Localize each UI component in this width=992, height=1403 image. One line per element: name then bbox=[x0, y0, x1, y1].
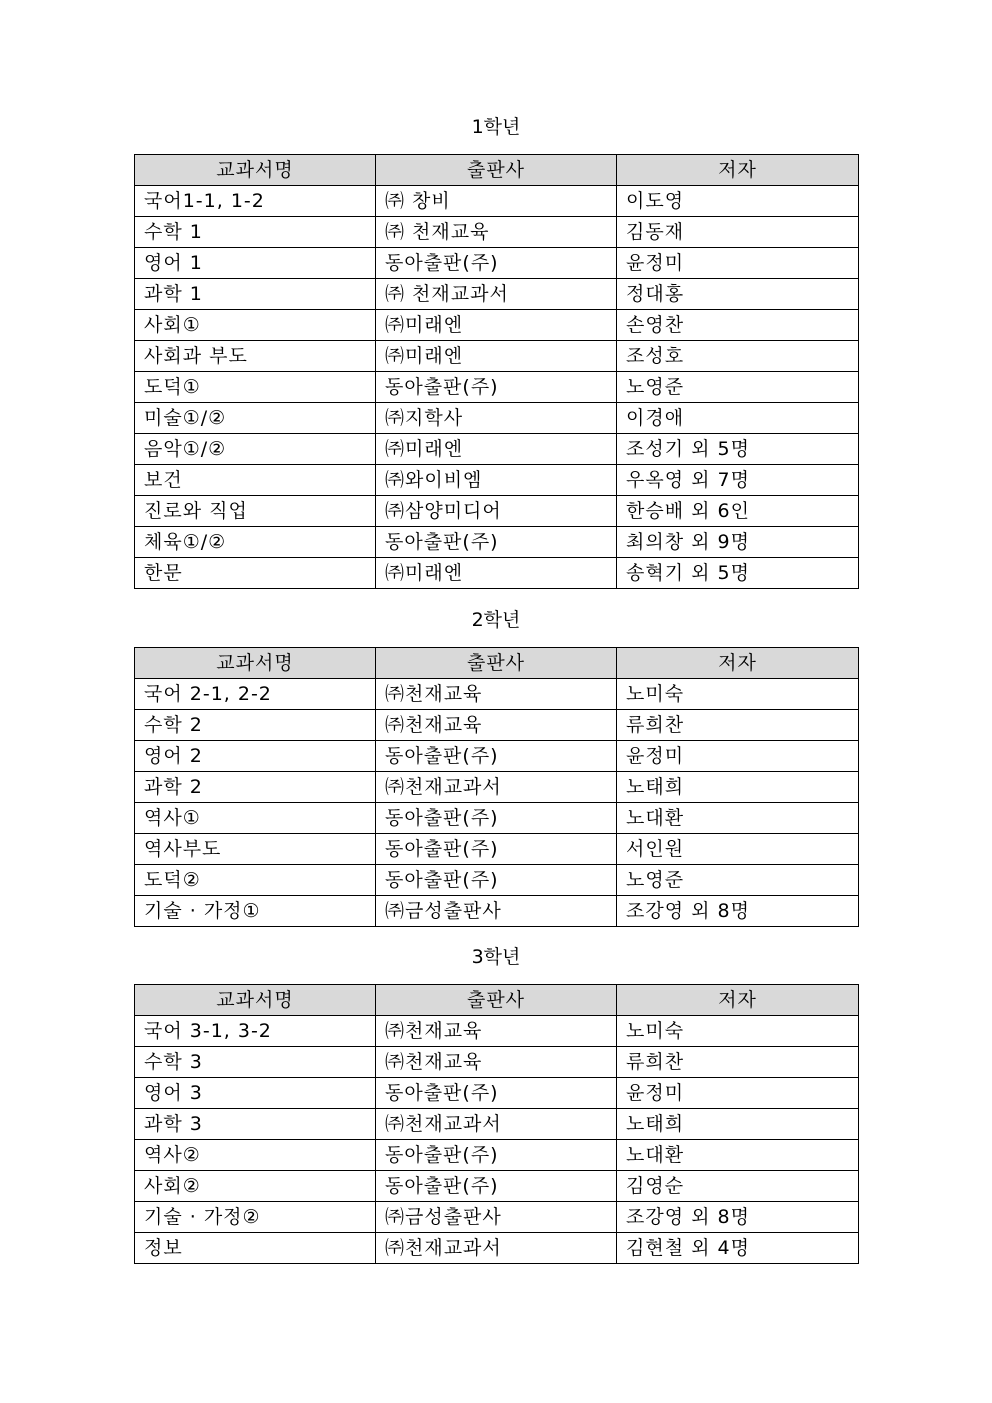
table-row bbox=[135, 741, 859, 772]
textbook-title-cell: 보건 bbox=[135, 465, 376, 496]
textbook-title-cell: 한문 bbox=[135, 558, 376, 589]
author-cell: 서인원 bbox=[617, 834, 859, 865]
textbook-title-cell: 영어 2 bbox=[135, 741, 376, 772]
publisher-cell: ㈜미래엔 bbox=[376, 341, 617, 372]
publisher-cell: ㈜미래엔 bbox=[376, 434, 617, 465]
textbook-title-cell: 역사부도 bbox=[135, 834, 376, 865]
textbook-title-cell: 역사① bbox=[135, 803, 376, 834]
textbook-title-cell: 수학 1 bbox=[135, 217, 376, 248]
author-cell: 조강영 외 8명 bbox=[617, 1202, 859, 1233]
table-row bbox=[135, 1016, 859, 1047]
author-cell: 조강영 외 8명 bbox=[617, 896, 859, 927]
textbook-title-cell: 수학 3 bbox=[135, 1047, 376, 1078]
grade-3-heading: 3학년 bbox=[471, 946, 521, 968]
table-row bbox=[135, 896, 859, 927]
publisher-cell: 동아출판(주) bbox=[376, 865, 617, 896]
author-cell: 우옥영 외 7명 bbox=[617, 465, 859, 496]
table-header-row bbox=[135, 155, 859, 186]
table-row bbox=[135, 248, 859, 279]
textbook-title-cell: 과학 1 bbox=[135, 279, 376, 310]
grade-1-table bbox=[134, 154, 859, 589]
author-cell: 류희찬 bbox=[617, 1047, 859, 1078]
table-header-row bbox=[135, 648, 859, 679]
publisher-cell: ㈜천재교육 bbox=[376, 1016, 617, 1047]
header-author: 저자 bbox=[617, 155, 859, 186]
author-cell: 한승배 외 6인 bbox=[617, 496, 859, 527]
textbook-title-cell: 사회과 부도 bbox=[135, 341, 376, 372]
textbook-title-cell: 도덕② bbox=[135, 865, 376, 896]
author-cell: 윤정미 bbox=[617, 248, 859, 279]
textbook-title-cell: 체육①/② bbox=[135, 527, 376, 558]
author-cell: 손영찬 bbox=[617, 310, 859, 341]
header-title: 교과서명 bbox=[135, 985, 376, 1016]
author-cell: 조성호 bbox=[617, 341, 859, 372]
textbook-title-cell: 미술①/② bbox=[135, 403, 376, 434]
author-cell: 윤정미 bbox=[617, 1078, 859, 1109]
author-cell: 노대환 bbox=[617, 1140, 859, 1171]
table-row bbox=[135, 372, 859, 403]
author-cell: 이경애 bbox=[617, 403, 859, 434]
author-cell: 노미숙 bbox=[617, 1016, 859, 1047]
author-cell: 최의창 외 9명 bbox=[617, 527, 859, 558]
grade-1-rows bbox=[135, 186, 859, 589]
table-row bbox=[135, 434, 859, 465]
author-cell: 김현철 외 4명 bbox=[617, 1233, 859, 1264]
publisher-cell: ㈜ 천재교과서 bbox=[376, 279, 617, 310]
table-row bbox=[135, 1109, 859, 1140]
textbook-title-cell: 과학 2 bbox=[135, 772, 376, 803]
table-row bbox=[135, 1047, 859, 1078]
textbook-title-cell: 역사② bbox=[135, 1140, 376, 1171]
table-row bbox=[135, 834, 859, 865]
textbook-title-cell: 사회② bbox=[135, 1171, 376, 1202]
publisher-cell: 동아출판(주) bbox=[376, 372, 617, 403]
publisher-cell: ㈜천재교육 bbox=[376, 1047, 617, 1078]
textbook-title-cell: 도덕① bbox=[135, 372, 376, 403]
publisher-cell: 동아출판(주) bbox=[376, 741, 617, 772]
publisher-cell: ㈜천재교육 bbox=[376, 710, 617, 741]
textbook-title-cell: 영어 1 bbox=[135, 248, 376, 279]
publisher-cell: 동아출판(주) bbox=[376, 1171, 617, 1202]
grade-1-heading: 1학년 bbox=[471, 116, 521, 138]
publisher-cell: 동아출판(주) bbox=[376, 834, 617, 865]
grade-2-section bbox=[134, 605, 858, 927]
author-cell: 류희찬 bbox=[617, 710, 859, 741]
publisher-cell: ㈜삼양미디어 bbox=[376, 496, 617, 527]
publisher-cell: ㈜금성출판사 bbox=[376, 1202, 617, 1233]
textbook-title-cell: 진로와 직업 bbox=[135, 496, 376, 527]
textbook-title-cell: 영어 3 bbox=[135, 1078, 376, 1109]
table-row bbox=[135, 1233, 859, 1264]
table-row bbox=[135, 1202, 859, 1233]
author-cell: 이도영 bbox=[617, 186, 859, 217]
table-row bbox=[135, 217, 859, 248]
textbook-title-cell: 국어1-1, 1-2 bbox=[135, 186, 376, 217]
textbook-title-cell: 사회① bbox=[135, 310, 376, 341]
publisher-cell: ㈜천재교육 bbox=[376, 679, 617, 710]
author-cell: 노영준 bbox=[617, 865, 859, 896]
header-title: 교과서명 bbox=[135, 648, 376, 679]
publisher-cell: 동아출판(주) bbox=[376, 527, 617, 558]
author-cell: 정대홍 bbox=[617, 279, 859, 310]
publisher-cell: ㈜미래엔 bbox=[376, 558, 617, 589]
textbook-title-cell: 국어 3-1, 3-2 bbox=[135, 1016, 376, 1047]
table-row bbox=[135, 865, 859, 896]
header-author: 저자 bbox=[617, 648, 859, 679]
textbook-title-cell: 기술 · 가정② bbox=[135, 1202, 376, 1233]
header-author: 저자 bbox=[617, 985, 859, 1016]
author-cell: 노미숙 bbox=[617, 679, 859, 710]
table-row bbox=[135, 527, 859, 558]
textbook-title-cell: 수학 2 bbox=[135, 710, 376, 741]
author-cell: 윤정미 bbox=[617, 741, 859, 772]
table-row bbox=[135, 310, 859, 341]
grade-2-table bbox=[134, 647, 859, 927]
grade-2-rows bbox=[135, 679, 859, 927]
table-header-row bbox=[135, 985, 859, 1016]
publisher-cell: ㈜미래엔 bbox=[376, 310, 617, 341]
publisher-cell: ㈜ 창비 bbox=[376, 186, 617, 217]
header-publisher: 출판사 bbox=[376, 155, 617, 186]
table-row bbox=[135, 1171, 859, 1202]
table-row bbox=[135, 772, 859, 803]
publisher-cell: 동아출판(주) bbox=[376, 1140, 617, 1171]
table-row bbox=[135, 803, 859, 834]
publisher-cell: ㈜천재교과서 bbox=[376, 772, 617, 803]
table-row bbox=[135, 679, 859, 710]
table-row bbox=[135, 1140, 859, 1171]
author-cell: 노대환 bbox=[617, 803, 859, 834]
author-cell: 노태희 bbox=[617, 1109, 859, 1140]
author-cell: 노영준 bbox=[617, 372, 859, 403]
publisher-cell: ㈜금성출판사 bbox=[376, 896, 617, 927]
publisher-cell: ㈜천재교과서 bbox=[376, 1233, 617, 1264]
textbook-title-cell: 음악①/② bbox=[135, 434, 376, 465]
textbook-title-cell: 정보 bbox=[135, 1233, 376, 1264]
header-publisher: 출판사 bbox=[376, 648, 617, 679]
grade-2-heading: 2학년 bbox=[471, 609, 521, 631]
table-row bbox=[135, 341, 859, 372]
grade-3-section bbox=[134, 942, 858, 1264]
textbook-title-cell: 과학 3 bbox=[135, 1109, 376, 1140]
table-row bbox=[135, 465, 859, 496]
table-row bbox=[135, 279, 859, 310]
grade-3-rows bbox=[135, 1016, 859, 1264]
table-row bbox=[135, 558, 859, 589]
grade-1-section bbox=[134, 112, 858, 589]
textbook-title-cell: 기술 · 가정① bbox=[135, 896, 376, 927]
publisher-cell: ㈜천재교과서 bbox=[376, 1109, 617, 1140]
author-cell: 조성기 외 5명 bbox=[617, 434, 859, 465]
table-row bbox=[135, 186, 859, 217]
table-row bbox=[135, 496, 859, 527]
publisher-cell: 동아출판(주) bbox=[376, 1078, 617, 1109]
grade-3-table bbox=[134, 984, 859, 1264]
table-row bbox=[135, 710, 859, 741]
publisher-cell: ㈜지학사 bbox=[376, 403, 617, 434]
table-row bbox=[135, 403, 859, 434]
author-cell: 김영순 bbox=[617, 1171, 859, 1202]
publisher-cell: ㈜ 천재교육 bbox=[376, 217, 617, 248]
textbook-title-cell: 국어 2-1, 2-2 bbox=[135, 679, 376, 710]
publisher-cell: 동아출판(주) bbox=[376, 803, 617, 834]
table-row bbox=[135, 1078, 859, 1109]
header-title: 교과서명 bbox=[135, 155, 376, 186]
publisher-cell: 동아출판(주) bbox=[376, 248, 617, 279]
author-cell: 송혁기 외 5명 bbox=[617, 558, 859, 589]
author-cell: 노태희 bbox=[617, 772, 859, 803]
author-cell: 김동재 bbox=[617, 217, 859, 248]
header-publisher: 출판사 bbox=[376, 985, 617, 1016]
publisher-cell: ㈜와이비엠 bbox=[376, 465, 617, 496]
